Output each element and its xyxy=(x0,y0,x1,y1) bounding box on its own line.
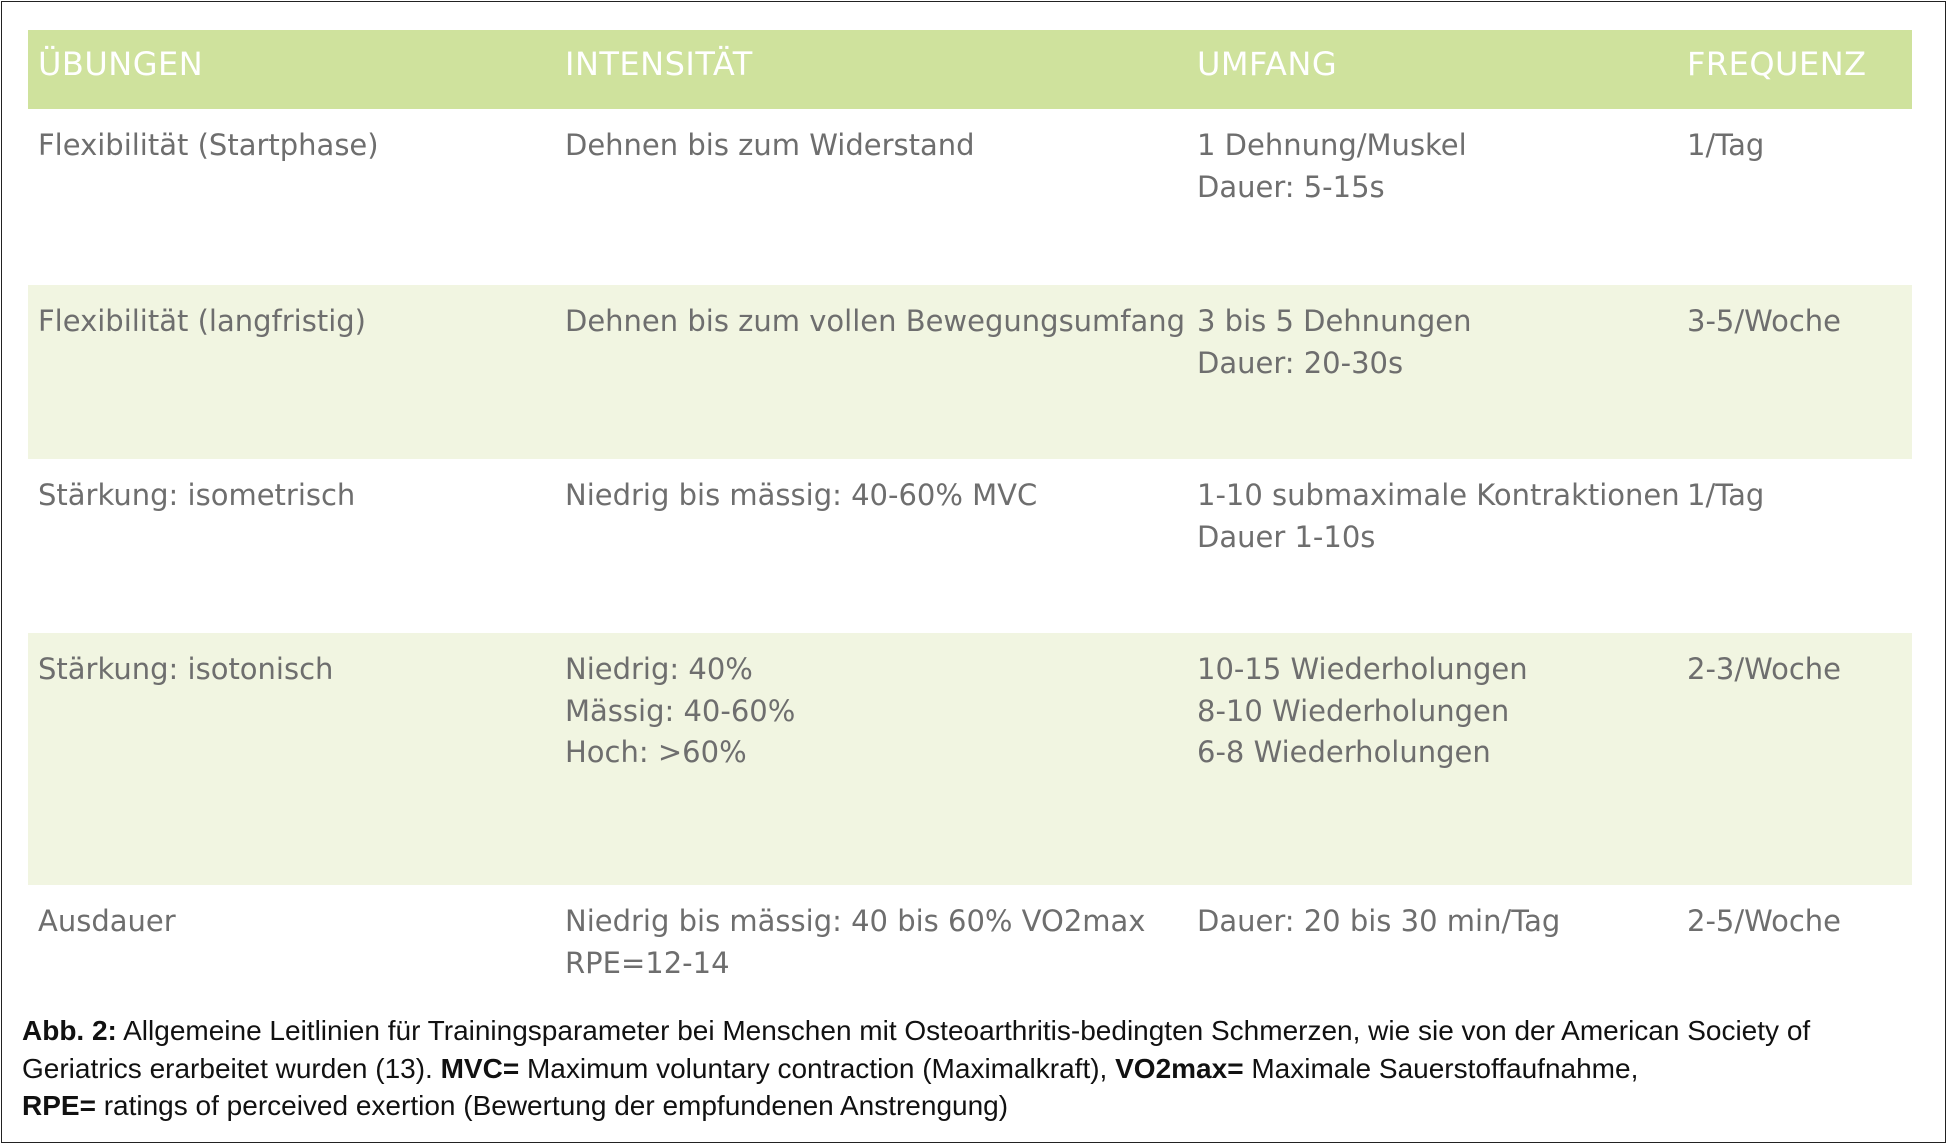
cell-uebung xyxy=(28,885,555,995)
cell-text: 1/Tag xyxy=(1687,128,1765,162)
cell-intensitaet xyxy=(555,633,1187,885)
table-row xyxy=(28,109,1912,285)
cell-text: 2-5/Woche xyxy=(1687,904,1842,938)
cell-text: Flexibilität (langfristig) xyxy=(38,304,366,338)
cell-text: 6-8 Wiederholungen xyxy=(1197,735,1491,769)
caption-label: Abb. 2: xyxy=(22,1015,117,1046)
cell-text: Dehnen bis zum vollen Bewegungsumfang xyxy=(565,304,1186,338)
cell-text: RPE=12-14 xyxy=(565,945,730,980)
header-frequenz: FREQUENZ xyxy=(1687,45,1867,83)
cell-frequenz xyxy=(1677,285,1912,459)
cell-text: Dauer 1-10s xyxy=(1197,519,1376,554)
cell-uebung xyxy=(28,285,555,459)
cell-text: Hoch: >60% xyxy=(565,735,747,769)
cell-text: 1 Dehnung/Muskel xyxy=(1197,128,1467,162)
caption-definition-rpe: ratings of perceived exertion (Bewertung der empfundenen Anstrengung) xyxy=(95,1090,1009,1121)
table-row xyxy=(28,459,1912,633)
cell-umfang xyxy=(1187,633,1677,885)
cell-text: Niedrig bis mässig: 40 bis 60% VO2max xyxy=(565,904,1146,938)
caption-term-rpe: RPE= xyxy=(22,1090,96,1121)
cell-text: 3 bis 5 Dehnungen xyxy=(1197,304,1472,338)
cell-text: 1/Tag xyxy=(1687,478,1765,512)
cell-uebung xyxy=(28,459,555,633)
cell-intensitaet xyxy=(555,285,1187,459)
caption-term-mvc: MVC= xyxy=(440,1052,520,1084)
caption-definition-vo2max: Maximale Sauerstoffaufnahme, xyxy=(1243,1052,1639,1084)
caption-text: Allgemeine Leitlinien für Trainingsparameter bei Menschen mit Osteoarthritis-bedingten Schmerzen, wie sie von der American Society of Geriatrics erarbeitet wurden (13). xyxy=(22,1015,1811,1084)
cell-text: Dauer: 20 bis 30 min/Tag xyxy=(1197,904,1561,938)
table-header-row xyxy=(28,30,1912,109)
header-intensitaet: INTENSITÄT xyxy=(565,45,753,83)
figure-caption xyxy=(22,1012,1922,1125)
cell-text: Niedrig: 40% xyxy=(565,652,753,686)
cell-umfang xyxy=(1187,109,1677,285)
cell-text: Niedrig bis mässig: 40-60% MVC xyxy=(565,478,1038,512)
cell-intensitaet xyxy=(555,459,1187,633)
cell-text: 1-10 submaximale Kontraktionen xyxy=(1197,478,1680,512)
caption-definition-mvc: Maximum voluntary contraction (Maximalkraft), xyxy=(519,1052,1116,1084)
cell-text: Dehnen bis zum Widerstand xyxy=(565,128,975,162)
cell-text: 8-10 Wiederholungen xyxy=(1197,693,1510,728)
training-parameters-table xyxy=(28,30,1912,995)
cell-text: Mässig: 40-60% xyxy=(565,693,796,728)
cell-frequenz xyxy=(1677,885,1912,995)
table-row xyxy=(28,285,1912,459)
cell-uebung xyxy=(28,109,555,285)
cell-text: Stärkung: isotonisch xyxy=(38,652,334,686)
cell-intensitaet xyxy=(555,885,1187,995)
table-row xyxy=(28,885,1912,995)
cell-frequenz xyxy=(1677,109,1912,285)
cell-intensitaet xyxy=(555,109,1187,285)
header-umfang: UMFANG xyxy=(1197,45,1338,83)
cell-umfang xyxy=(1187,885,1677,995)
cell-umfang xyxy=(1187,459,1680,633)
table-row xyxy=(28,633,1912,885)
cell-frequenz xyxy=(1677,633,1912,885)
caption-term-vo2max: VO2max= xyxy=(1115,1052,1244,1084)
header-uebungen: ÜBUNGEN xyxy=(38,45,204,83)
cell-frequenz xyxy=(1677,459,1912,633)
cell-text: 3-5/Woche xyxy=(1687,304,1842,338)
cell-text: Stärkung: isometrisch xyxy=(38,478,356,512)
cell-uebung xyxy=(28,633,555,885)
cell-umfang xyxy=(1187,285,1677,459)
cell-text: Dauer: 20-30s xyxy=(1197,345,1404,380)
cell-text: 10-15 Wiederholungen xyxy=(1197,652,1528,686)
cell-text: Flexibilität (Startphase) xyxy=(38,128,379,162)
cell-text: 2-3/Woche xyxy=(1687,652,1842,686)
cell-text: Ausdauer xyxy=(38,904,176,938)
cell-text: Dauer: 5-15s xyxy=(1197,169,1385,204)
